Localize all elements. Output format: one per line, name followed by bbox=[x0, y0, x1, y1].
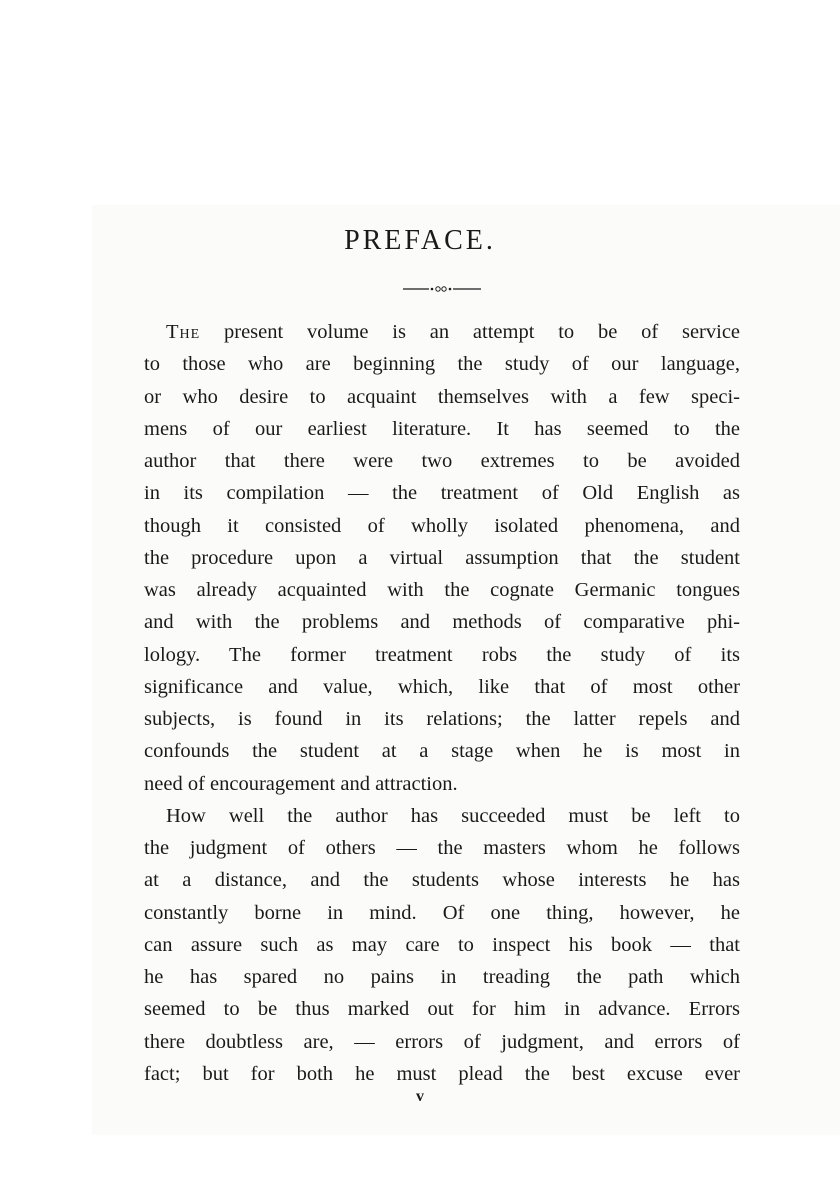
paragraph-2-line: at a distance, and the students whose interests he has bbox=[144, 869, 740, 892]
paragraph-2-line: seemed to be thus marked out for him in advance. Errors bbox=[144, 998, 740, 1021]
paragraph-1-line: the procedure upon a virtual assumption that the student bbox=[144, 546, 740, 569]
paragraph-1-line: in its compilation — the treatment of Old English as bbox=[144, 482, 740, 505]
paragraph-2-line: the judgment of others — the masters whom he follows bbox=[144, 837, 740, 859]
page-number: v bbox=[416, 1088, 424, 1105]
title-ornament bbox=[403, 286, 481, 292]
paragraph-2-line: fact; but for both he must plead the best excuse ever bbox=[144, 1062, 740, 1085]
paragraph-1-line: was already acquainted with the cognate Germanic tongues bbox=[144, 579, 740, 601]
paragraph-1-line: need of encouragement and attraction. bbox=[144, 772, 458, 795]
paragraph-1-line: The present volume is an attempt to be of service bbox=[166, 321, 741, 343]
lead-word: The bbox=[166, 321, 201, 343]
paragraph-1-line: and with the problems and methods of comparative phi- bbox=[144, 611, 740, 634]
paragraph-1-line: mens of our earliest literature. It has seemed to the bbox=[144, 417, 740, 440]
paragraph-1-line: lology. The former treatment robs the study of its bbox=[144, 643, 740, 666]
page-title: PREFACE. bbox=[344, 225, 496, 256]
paragraph-2-line: he has spared no pains in treading the path which bbox=[144, 966, 740, 988]
preface-body bbox=[144, 316, 740, 1090]
paragraph-2-line: can assure such as may care to inspect his book — that bbox=[144, 933, 740, 956]
paragraph-1-line: significance and value, which, like that of most other bbox=[144, 675, 740, 698]
paragraph-1-line: subjects, is found in its relations; the latter repels and bbox=[144, 708, 740, 730]
paragraph-2-line: constantly borne in mind. Of one thing, however, he bbox=[144, 901, 740, 924]
paragraph-1-line: though it consisted of wholly isolated phenomena, and bbox=[144, 514, 740, 537]
paragraph-2-line: How well the author has succeeded must be left to bbox=[166, 804, 740, 827]
paragraph-2-line: there doubtless are, — errors of judgment, and errors of bbox=[144, 1030, 740, 1053]
paragraph-1-line: confounds the student at a stage when he is most in bbox=[144, 740, 740, 763]
paragraph-1-line: or who desire to acquaint themselves with a few speci- bbox=[144, 385, 740, 408]
paragraph-1-line: to those who are beginning the study of our language, bbox=[144, 353, 740, 376]
paragraph-1-line: author that there were two extremes to be avoided bbox=[144, 450, 740, 472]
